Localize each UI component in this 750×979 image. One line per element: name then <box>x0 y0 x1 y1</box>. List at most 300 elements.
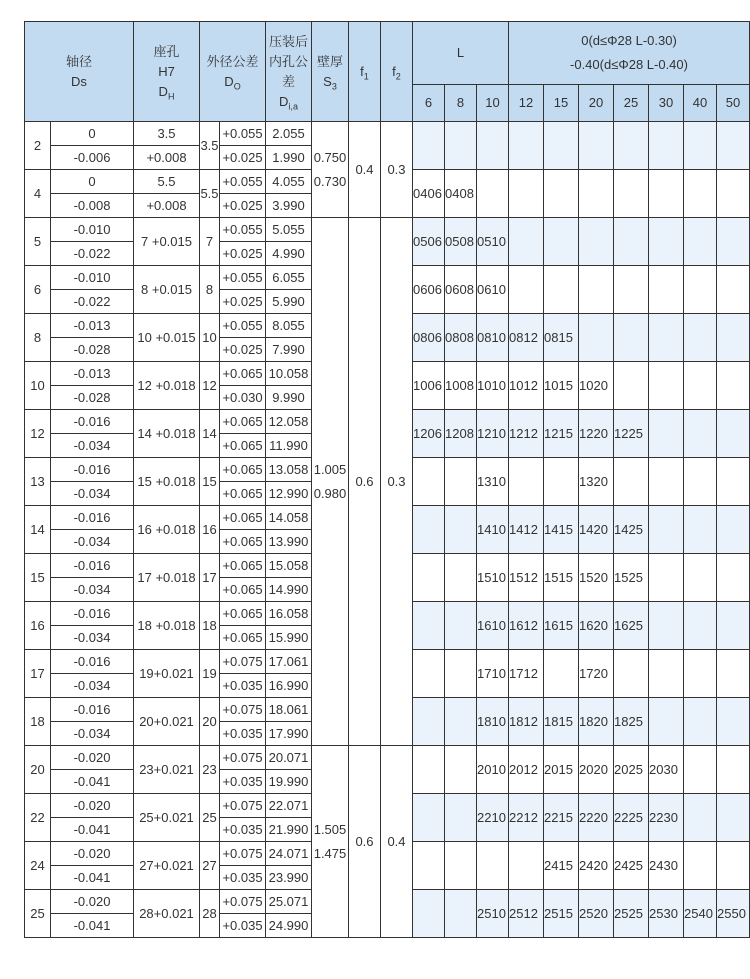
cell-do-tol-lower: +0.035 <box>220 770 266 794</box>
cell-s3 <box>312 746 349 938</box>
cell-l-code <box>717 362 750 410</box>
cell-dia-lower: 16.990 <box>266 674 312 698</box>
cell-l-code: 1006 <box>413 362 445 410</box>
cell-l-code <box>684 170 717 218</box>
cell-ds-upper: -0.010 <box>51 218 134 242</box>
header-l-col: 20 <box>579 85 614 122</box>
cell-do-tol-lower: +0.025 <box>220 338 266 362</box>
cell-ds-lower: -0.006 <box>51 146 134 170</box>
cell-l-code: 2530 <box>649 890 684 938</box>
cell-l-code <box>413 602 445 650</box>
cell-l-code: 0610 <box>477 266 509 314</box>
cell-dia-upper: 13.058 <box>266 458 312 482</box>
cell-do-tol-lower: +0.025 <box>220 146 266 170</box>
cell-l-code: 2212 <box>509 794 544 842</box>
cell-l-code <box>717 458 750 506</box>
cell-l-code <box>684 458 717 506</box>
cell-l-code: 1510 <box>477 554 509 602</box>
cell-do-tol-lower: +0.035 <box>220 914 266 938</box>
cell-l-code <box>544 122 579 170</box>
cell-l-code: 1412 <box>509 506 544 554</box>
cell-l-code <box>445 842 477 890</box>
cell-ds-lower: -0.041 <box>51 818 134 842</box>
cell-ds-upper: -0.013 <box>51 362 134 386</box>
cell-l-code <box>509 218 544 266</box>
header-dh-label: 座孔 <box>153 43 180 59</box>
cell-l-code <box>544 458 579 506</box>
cell-dia-lower: 11.990 <box>266 434 312 458</box>
cell-l-code <box>649 602 684 650</box>
header-l-note <box>509 22 750 85</box>
cell-l-code: 1212 <box>509 410 544 458</box>
cell-l-code: 1825 <box>614 698 649 746</box>
cell-l-code: 0510 <box>477 218 509 266</box>
cell-l-code <box>684 362 717 410</box>
cell-l-code <box>614 170 649 218</box>
cell-dia-lower: 5.990 <box>266 290 312 314</box>
cell-l-code <box>614 266 649 314</box>
cell-ds-lower: -0.022 <box>51 242 134 266</box>
cell-l-code <box>649 698 684 746</box>
cell-l-code <box>684 698 717 746</box>
cell-l-code <box>717 842 750 890</box>
cell-l-code <box>413 746 445 794</box>
cell-d: 17 <box>25 650 51 698</box>
cell-dh-tolerance: +0.008 <box>134 194 200 218</box>
cell-do-tol-lower: +0.030 <box>220 386 266 410</box>
cell-do-tol-upper: +0.065 <box>220 458 266 482</box>
cell-do-tol-lower: +0.025 <box>220 242 266 266</box>
cell-do-nominal: 17 <box>200 554 220 602</box>
cell-dia-lower: 12.990 <box>266 482 312 506</box>
cell-l-code: 0506 <box>413 218 445 266</box>
cell-dh: 27+0.021 <box>134 842 200 890</box>
cell-s3-upper: 0.750 <box>313 149 347 165</box>
cell-l-code: 1415 <box>544 506 579 554</box>
cell-l-code <box>614 314 649 362</box>
cell-l-code: 1215 <box>544 410 579 458</box>
cell-l-code <box>649 170 684 218</box>
cell-l-code <box>649 554 684 602</box>
cell-do-nominal: 12 <box>200 362 220 410</box>
cell-s3-lower: 0.980 <box>313 485 347 501</box>
cell-dia-upper: 10.058 <box>266 362 312 386</box>
cell-ds-lower: -0.034 <box>51 482 134 506</box>
cell-do-tol-upper: +0.075 <box>220 746 266 770</box>
cell-do-nominal: 15 <box>200 458 220 506</box>
cell-l-code <box>717 122 750 170</box>
cell-dia-upper: 25.071 <box>266 890 312 914</box>
cell-l-code: 0508 <box>445 218 477 266</box>
cell-l-code: 2420 <box>579 842 614 890</box>
cell-l-code: 1515 <box>544 554 579 602</box>
header-dh-symbol: $D_H$ <box>158 83 175 102</box>
cell-dia-lower: 24.990 <box>266 914 312 938</box>
cell-ds-lower: -0.041 <box>51 770 134 794</box>
cell-l-code: 1620 <box>579 602 614 650</box>
cell-l-code <box>614 650 649 698</box>
cell-dia-upper: 20.071 <box>266 746 312 770</box>
cell-l-code <box>579 266 614 314</box>
cell-l-code: 1410 <box>477 506 509 554</box>
cell-l-code <box>614 362 649 410</box>
cell-dia-lower: 21.990 <box>266 818 312 842</box>
cell-l-code <box>579 122 614 170</box>
cell-s3 <box>312 122 349 218</box>
cell-l-code: 1015 <box>544 362 579 410</box>
cell-l-code: 1625 <box>614 602 649 650</box>
header-l-col: 40 <box>684 85 717 122</box>
cell-ds-upper: 0 <box>51 122 134 146</box>
cell-l-code <box>684 122 717 170</box>
cell-l-code: 2230 <box>649 794 684 842</box>
cell-do-nominal: 25 <box>200 794 220 842</box>
cell-do-tol-lower: +0.065 <box>220 434 266 458</box>
cell-ds-upper: -0.020 <box>51 890 134 914</box>
cell-d: 16 <box>25 602 51 650</box>
cell-dh: 12 +0.018 <box>134 362 200 410</box>
cell-l-code: 0812 <box>509 314 544 362</box>
cell-l-code <box>579 170 614 218</box>
cell-l-code: 0606 <box>413 266 445 314</box>
cell-l-code: 0815 <box>544 314 579 362</box>
cell-d: 12 <box>25 410 51 458</box>
header-l-col: 30 <box>649 85 684 122</box>
cell-ds-upper: -0.016 <box>51 554 134 578</box>
cell-l-code <box>684 602 717 650</box>
cell-l-code: 1612 <box>509 602 544 650</box>
cell-l-code <box>649 218 684 266</box>
cell-ds-upper: -0.016 <box>51 602 134 626</box>
cell-d: 25 <box>25 890 51 938</box>
cell-do-nominal: 28 <box>200 890 220 938</box>
cell-dia-lower: 19.990 <box>266 770 312 794</box>
cell-d: 18 <box>25 698 51 746</box>
cell-l-code: 1812 <box>509 698 544 746</box>
cell-l-code <box>684 410 717 458</box>
header-do-symbol: $D_O$ <box>224 73 241 92</box>
cell-l-code <box>445 746 477 794</box>
cell-l-code <box>649 506 684 554</box>
table-row <box>25 746 750 770</box>
cell-ds-lower: -0.041 <box>51 914 134 938</box>
cell-d: 14 <box>25 506 51 554</box>
cell-l-code: 2225 <box>614 794 649 842</box>
cell-ds-upper: -0.016 <box>51 458 134 482</box>
header-l-col: 25 <box>614 85 649 122</box>
cell-l-code <box>684 314 717 362</box>
cell-ds-upper: -0.020 <box>51 794 134 818</box>
cell-l-code: 2020 <box>579 746 614 794</box>
cell-dia-upper: 22.071 <box>266 794 312 818</box>
cell-d: 8 <box>25 314 51 362</box>
header-l-col: 12 <box>509 85 544 122</box>
cell-l-code: 0406 <box>413 170 445 218</box>
cell-do-tol-lower: +0.035 <box>220 674 266 698</box>
cell-l-code: 0810 <box>477 314 509 362</box>
cell-dh: 15 +0.018 <box>134 458 200 506</box>
cell-ds-upper: -0.016 <box>51 650 134 674</box>
cell-do-nominal: 20 <box>200 698 220 746</box>
cell-l-code <box>614 218 649 266</box>
header-s3 <box>312 22 349 122</box>
cell-l-code: 2030 <box>649 746 684 794</box>
cell-l-code <box>544 650 579 698</box>
cell-ds-upper: -0.010 <box>51 266 134 290</box>
cell-l-code <box>413 842 445 890</box>
cell-ds-upper: -0.013 <box>51 314 134 338</box>
cell-l-code: 2220 <box>579 794 614 842</box>
cell-dia-lower: 23.990 <box>266 866 312 890</box>
cell-l-code: 1008 <box>445 362 477 410</box>
cell-l-code: 2210 <box>477 794 509 842</box>
cell-ds-upper: -0.020 <box>51 842 134 866</box>
cell-dh: 17 +0.018 <box>134 554 200 602</box>
cell-l-code: 1810 <box>477 698 509 746</box>
cell-l-code: 1815 <box>544 698 579 746</box>
cell-l-code: 1208 <box>445 410 477 458</box>
cell-do-tol-upper: +0.065 <box>220 410 266 434</box>
cell-dia-lower: 9.990 <box>266 386 312 410</box>
cell-l-code <box>684 842 717 890</box>
cell-s3-upper: 1.005 <box>313 461 347 477</box>
cell-s3 <box>312 218 349 746</box>
cell-d: 20 <box>25 746 51 794</box>
cell-d: 5 <box>25 218 51 266</box>
cell-do-tol-upper: +0.055 <box>220 266 266 290</box>
cell-dia-lower: 15.990 <box>266 626 312 650</box>
cell-l-code: 1520 <box>579 554 614 602</box>
cell-l-code <box>413 458 445 506</box>
cell-l-code <box>649 410 684 458</box>
header-ds-symbol: Ds <box>71 73 87 89</box>
cell-l-code: 2012 <box>509 746 544 794</box>
cell-do-nominal: 5.5 <box>200 170 220 218</box>
header-l-col: 6 <box>413 85 445 122</box>
cell-do-nominal: 19 <box>200 650 220 698</box>
cell-l-code: 0808 <box>445 314 477 362</box>
cell-ds-lower: -0.034 <box>51 674 134 698</box>
cell-l-code <box>579 218 614 266</box>
cell-l-code <box>413 650 445 698</box>
header-l: L <box>413 22 509 85</box>
header-dia <box>266 22 312 122</box>
cell-dh-tolerance: +0.008 <box>134 146 200 170</box>
cell-l-code: 1010 <box>477 362 509 410</box>
cell-do-nominal: 23 <box>200 746 220 794</box>
cell-dh: 14 +0.018 <box>134 410 200 458</box>
cell-l-code: 0608 <box>445 266 477 314</box>
cell-d: 22 <box>25 794 51 842</box>
cell-l-code: 1020 <box>579 362 614 410</box>
table-row <box>25 218 750 242</box>
bearing-spec-table <box>24 21 750 938</box>
header-f1: $f_1$ <box>349 22 381 122</box>
cell-do-tol-lower: +0.065 <box>220 530 266 554</box>
header-l-col: 50 <box>717 85 750 122</box>
cell-l-code <box>717 314 750 362</box>
cell-ds-lower: -0.028 <box>51 338 134 362</box>
cell-l-code <box>717 746 750 794</box>
cell-dh: 20+0.021 <box>134 698 200 746</box>
cell-do-tol-upper: +0.055 <box>220 170 266 194</box>
cell-do-tol-upper: +0.065 <box>220 602 266 626</box>
cell-l-code <box>544 170 579 218</box>
cell-ds-lower: -0.034 <box>51 530 134 554</box>
cell-ds-lower: -0.034 <box>51 578 134 602</box>
cell-do-nominal: 27 <box>200 842 220 890</box>
cell-l-code: 2550 <box>717 890 750 938</box>
cell-d: 15 <box>25 554 51 602</box>
cell-do-nominal: 10 <box>200 314 220 362</box>
header-ds-label: 轴径 <box>65 53 92 69</box>
cell-l-code: 1420 <box>579 506 614 554</box>
cell-dia-lower: 4.990 <box>266 242 312 266</box>
cell-l-code <box>717 554 750 602</box>
cell-dia-upper: 16.058 <box>266 602 312 626</box>
cell-l-code <box>445 506 477 554</box>
cell-l-code <box>509 842 544 890</box>
cell-l-code <box>445 698 477 746</box>
cell-l-code: 1310 <box>477 458 509 506</box>
cell-s3-lower: 0.730 <box>313 173 347 189</box>
cell-do-nominal: 16 <box>200 506 220 554</box>
cell-do-tol-lower: +0.025 <box>220 194 266 218</box>
cell-dh-nominal: 3.5 <box>134 122 200 146</box>
cell-l-code <box>544 266 579 314</box>
cell-d: 24 <box>25 842 51 890</box>
cell-do-nominal: 7 <box>200 218 220 266</box>
cell-l-code <box>509 458 544 506</box>
cell-ds-lower: -0.034 <box>51 626 134 650</box>
cell-l-code <box>684 266 717 314</box>
cell-l-code: 1210 <box>477 410 509 458</box>
header-l-col: 15 <box>544 85 579 122</box>
cell-dia-lower: 7.990 <box>266 338 312 362</box>
cell-l-code <box>413 554 445 602</box>
cell-l-code <box>413 122 445 170</box>
cell-do-nominal: 14 <box>200 410 220 458</box>
cell-ds-upper: -0.016 <box>51 410 134 434</box>
header-l-col: 10 <box>477 85 509 122</box>
header-do <box>200 22 266 122</box>
header-dh-fit: H7 <box>158 63 175 79</box>
cell-l-code <box>477 170 509 218</box>
cell-l-code <box>717 698 750 746</box>
cell-l-code: 2010 <box>477 746 509 794</box>
cell-l-code <box>477 122 509 170</box>
cell-dh: 25+0.021 <box>134 794 200 842</box>
cell-l-code <box>509 266 544 314</box>
cell-l-code: 1512 <box>509 554 544 602</box>
cell-l-code <box>413 698 445 746</box>
cell-l-code <box>445 890 477 938</box>
cell-ds-lower: -0.041 <box>51 866 134 890</box>
cell-l-code: 2515 <box>544 890 579 938</box>
cell-dia-lower: 17.990 <box>266 722 312 746</box>
cell-ds-lower: -0.034 <box>51 434 134 458</box>
cell-l-code <box>413 506 445 554</box>
cell-do-tol-upper: +0.065 <box>220 362 266 386</box>
cell-dh: 8 +0.015 <box>134 266 200 314</box>
cell-do-tol-upper: +0.075 <box>220 650 266 674</box>
cell-do-tol-lower: +0.065 <box>220 482 266 506</box>
cell-d: 6 <box>25 266 51 314</box>
cell-do-tol-upper: +0.055 <box>220 122 266 146</box>
cell-l-code: 1710 <box>477 650 509 698</box>
cell-do-tol-upper: +0.075 <box>220 698 266 722</box>
cell-l-code <box>477 842 509 890</box>
header-l-note2: -0.40(d≤Φ28 L-0.40) <box>570 57 688 72</box>
cell-l-code: 1425 <box>614 506 649 554</box>
cell-l-code: 1220 <box>579 410 614 458</box>
cell-l-code: 1206 <box>413 410 445 458</box>
cell-dh: 19+0.021 <box>134 650 200 698</box>
cell-f1: 0.6 <box>349 746 381 938</box>
cell-l-code: 2512 <box>509 890 544 938</box>
cell-l-code <box>445 794 477 842</box>
cell-do-nominal: 8 <box>200 266 220 314</box>
cell-ds-upper: -0.016 <box>51 698 134 722</box>
cell-ds-upper: -0.016 <box>51 506 134 530</box>
cell-dia-upper: 14.058 <box>266 506 312 530</box>
cell-l-code: 1712 <box>509 650 544 698</box>
cell-dia-upper: 2.055 <box>266 122 312 146</box>
cell-l-code <box>445 554 477 602</box>
cell-l-code <box>649 314 684 362</box>
cell-l-code <box>684 794 717 842</box>
cell-do-nominal: 3.5 <box>200 122 220 170</box>
cell-dh: 16 +0.018 <box>134 506 200 554</box>
cell-do-tol-lower: +0.035 <box>220 722 266 746</box>
cell-l-code <box>684 650 717 698</box>
cell-l-code <box>579 314 614 362</box>
cell-l-code <box>717 218 750 266</box>
header-ds <box>25 22 134 122</box>
cell-l-code <box>684 506 717 554</box>
cell-l-code <box>413 890 445 938</box>
cell-l-code: 1320 <box>579 458 614 506</box>
cell-l-code <box>544 218 579 266</box>
cell-l-code <box>717 794 750 842</box>
cell-l-code: 1012 <box>509 362 544 410</box>
cell-l-code <box>717 650 750 698</box>
cell-l-code: 2540 <box>684 890 717 938</box>
cell-f2: 0.3 <box>381 122 413 218</box>
cell-dia-upper: 15.058 <box>266 554 312 578</box>
cell-dh: 10 +0.015 <box>134 314 200 362</box>
cell-ds-upper: 0 <box>51 170 134 194</box>
cell-l-code <box>649 122 684 170</box>
header-l-note1: 0(d≤Φ28 L-0.30) <box>581 33 677 48</box>
cell-l-code: 2215 <box>544 794 579 842</box>
cell-l-code: 2025 <box>614 746 649 794</box>
cell-dia-upper: 12.058 <box>266 410 312 434</box>
cell-do-tol-lower: +0.025 <box>220 290 266 314</box>
cell-l-code: 1525 <box>614 554 649 602</box>
cell-dia-lower: 14.990 <box>266 578 312 602</box>
cell-do-tol-upper: +0.065 <box>220 506 266 530</box>
cell-l-code <box>649 362 684 410</box>
cell-do-tol-lower: +0.035 <box>220 818 266 842</box>
cell-l-code <box>614 458 649 506</box>
header-s3-label: 壁厚 <box>316 53 343 69</box>
cell-l-code <box>445 458 477 506</box>
cell-do-tol-upper: +0.055 <box>220 314 266 338</box>
cell-dh: 28+0.021 <box>134 890 200 938</box>
cell-f1: 0.6 <box>349 218 381 746</box>
cell-ds-lower: -0.008 <box>51 194 134 218</box>
